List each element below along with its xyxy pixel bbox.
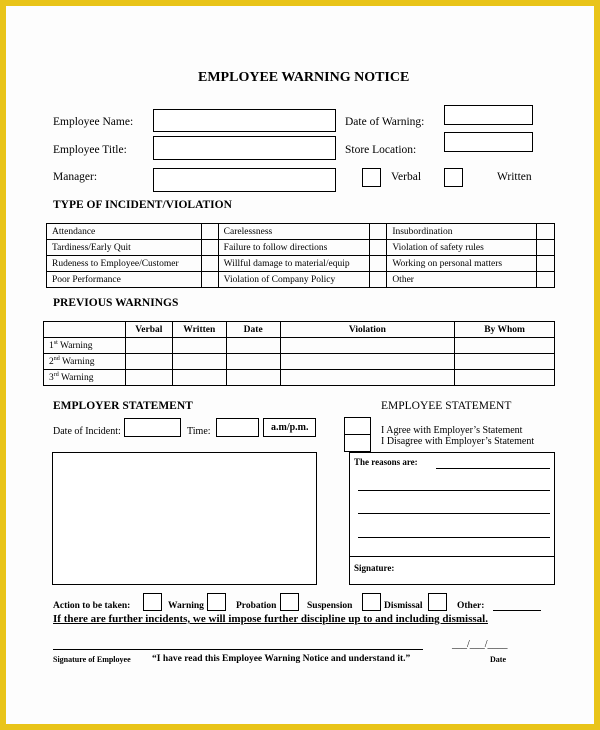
incident-cell: Poor Performance <box>47 272 202 288</box>
store-location-field[interactable] <box>444 132 533 152</box>
table-header-row <box>44 322 555 338</box>
previous-warnings-heading: PREVIOUS WARNINGS <box>53 297 179 309</box>
other-line[interactable] <box>493 610 541 611</box>
suspension-checkbox[interactable] <box>362 593 381 611</box>
incident-checkbox[interactable] <box>536 272 554 288</box>
incident-checkbox[interactable] <box>370 256 387 272</box>
date-line[interactable]: ___/___/____ <box>452 639 508 650</box>
incident-cell: Violation of Company Policy <box>218 272 369 288</box>
action-label: Action to be taken: <box>53 601 131 611</box>
employer-statement-area[interactable] <box>52 452 317 585</box>
incident-cell: Willful damage to material/equip <box>218 256 369 272</box>
column-header: Written <box>172 322 226 338</box>
written-label: Written <box>497 171 532 183</box>
ordinal-number: 1 <box>49 341 54 352</box>
warning-notice-form <box>6 6 594 724</box>
date-of-incident-label: Date of Incident: <box>53 426 121 437</box>
warning-label: Warning <box>59 341 93 352</box>
employee-signature-line <box>53 649 423 650</box>
column-header: Violation <box>280 322 455 338</box>
probation-label: Probation <box>236 601 277 611</box>
time-label: Time: <box>187 426 211 437</box>
dismissal-checkbox[interactable] <box>428 593 447 611</box>
verbal-label: Verbal <box>391 171 422 183</box>
ordinal-suffix: rd <box>53 371 59 378</box>
warning-label: Warning <box>61 357 95 368</box>
reason-line <box>358 537 550 538</box>
table-cell[interactable] <box>125 370 172 386</box>
date-of-incident-field[interactable] <box>124 418 181 437</box>
warning-row-label <box>44 354 126 370</box>
incident-checkbox[interactable] <box>536 256 554 272</box>
incident-checkbox[interactable] <box>370 272 387 288</box>
date-label: Date <box>490 655 506 664</box>
incident-cell: Rudeness to Employee/Customer <box>47 256 202 272</box>
employee-name-field[interactable] <box>153 109 336 132</box>
page-title: EMPLOYEE WARNING NOTICE <box>198 70 410 85</box>
column-header: By Whom <box>455 322 555 338</box>
incident-checkbox[interactable] <box>201 256 218 272</box>
time-field[interactable] <box>216 418 259 437</box>
signature-of-employee-label: Signature of Employee <box>53 655 131 664</box>
warning-row-label <box>44 370 126 386</box>
date-of-warning-field[interactable] <box>444 105 533 125</box>
table-row <box>47 224 555 240</box>
table-cell[interactable] <box>455 338 555 354</box>
warning-row-label <box>44 338 126 354</box>
incident-checkbox[interactable] <box>201 240 218 256</box>
incident-cell: Violation of safety rules <box>387 240 536 256</box>
column-header: Verbal <box>125 322 172 338</box>
manager-field[interactable] <box>153 168 336 192</box>
table-cell[interactable] <box>280 354 455 370</box>
disagree-checkbox[interactable] <box>344 434 371 452</box>
table-row <box>47 256 555 272</box>
warning-label: Warning <box>60 373 94 384</box>
suspension-label: Suspension <box>307 601 353 611</box>
reason-line <box>358 513 550 514</box>
column-header-blank <box>44 322 126 338</box>
incident-cell: Failure to follow directions <box>218 240 369 256</box>
disagree-label: I Disagree with Employer’s Statement <box>381 436 535 447</box>
signature-divider <box>350 556 554 557</box>
warning-option-label: Warning <box>168 601 204 611</box>
table-cell[interactable] <box>280 370 455 386</box>
table-cell[interactable] <box>125 354 172 370</box>
table-cell[interactable] <box>455 354 555 370</box>
employee-title-label: Employee Title: <box>53 144 127 156</box>
ampm-box[interactable] <box>263 418 316 437</box>
incident-checkbox[interactable] <box>536 240 554 256</box>
dismissal-label: Dismissal <box>384 601 423 611</box>
column-header: Date <box>226 322 280 338</box>
table-cell[interactable] <box>226 354 280 370</box>
further-incidents-notice: If there are further incidents, we will impose further discipline up to and including dismissal. <box>53 613 488 625</box>
table-cell[interactable] <box>172 338 226 354</box>
warning-box-2[interactable] <box>207 593 226 611</box>
incident-cell: Other <box>387 272 536 288</box>
table-row <box>47 272 555 288</box>
employee-title-field[interactable] <box>153 136 336 160</box>
employee-name-label: Employee Name: <box>53 116 134 128</box>
incident-cell: Working on personal matters <box>387 256 536 272</box>
warning-checkbox[interactable] <box>143 593 162 611</box>
verbal-checkbox[interactable] <box>362 168 381 187</box>
incident-cell: Tardiness/Early Quit <box>47 240 202 256</box>
table-cell[interactable] <box>172 354 226 370</box>
reason-line <box>358 490 550 491</box>
incident-table <box>46 223 555 288</box>
reasons-label: The reasons are: <box>354 457 418 467</box>
incident-checkbox[interactable] <box>536 224 554 240</box>
table-cell[interactable] <box>226 338 280 354</box>
table-row <box>47 240 555 256</box>
table-row <box>44 370 555 386</box>
incident-checkbox[interactable] <box>370 224 387 240</box>
table-cell[interactable] <box>125 338 172 354</box>
ampm-label: a.m/p.m. <box>271 422 309 433</box>
previous-warnings-table <box>43 321 555 386</box>
incident-cell: Insubordination <box>387 224 536 240</box>
incident-heading: TYPE OF INCIDENT/VIOLATION <box>53 199 232 211</box>
store-location-label: Store Location: <box>345 144 417 156</box>
table-cell[interactable] <box>280 338 455 354</box>
manager-label: Manager: <box>53 171 98 183</box>
employee-statement-heading: EMPLOYEE STATEMENT <box>381 400 512 412</box>
agree-checkbox[interactable] <box>344 417 371 435</box>
employee-statement-area[interactable] <box>349 452 555 585</box>
incident-checkbox[interactable] <box>370 240 387 256</box>
ordinal-suffix: st <box>53 339 58 346</box>
table-cell[interactable] <box>455 370 555 386</box>
ordinal-number: 3 <box>49 373 54 384</box>
incident-checkbox[interactable] <box>201 272 218 288</box>
table-row <box>44 354 555 370</box>
signature-label: Signature: <box>354 563 395 573</box>
date-of-warning-label: Date of Warning: <box>345 116 425 128</box>
table-row <box>44 338 555 354</box>
other-label: Other: <box>457 601 485 611</box>
agree-label: I Agree with Employer’s Statement <box>381 425 523 436</box>
ordinal-suffix: nd <box>53 355 60 362</box>
table-cell[interactable] <box>172 370 226 386</box>
ordinal-number: 2 <box>49 357 54 368</box>
probation-checkbox[interactable] <box>280 593 299 611</box>
employer-statement-heading: EMPLOYER STATEMENT <box>53 400 193 412</box>
incident-cell: Attendance <box>47 224 202 240</box>
incident-cell: Carelessness <box>218 224 369 240</box>
table-cell[interactable] <box>226 370 280 386</box>
acknowledgement-statement: “I have read this Employee Warning Notice and understand it.” <box>152 654 411 664</box>
reason-line <box>436 468 550 469</box>
written-checkbox[interactable] <box>444 168 463 187</box>
incident-checkbox[interactable] <box>201 224 218 240</box>
